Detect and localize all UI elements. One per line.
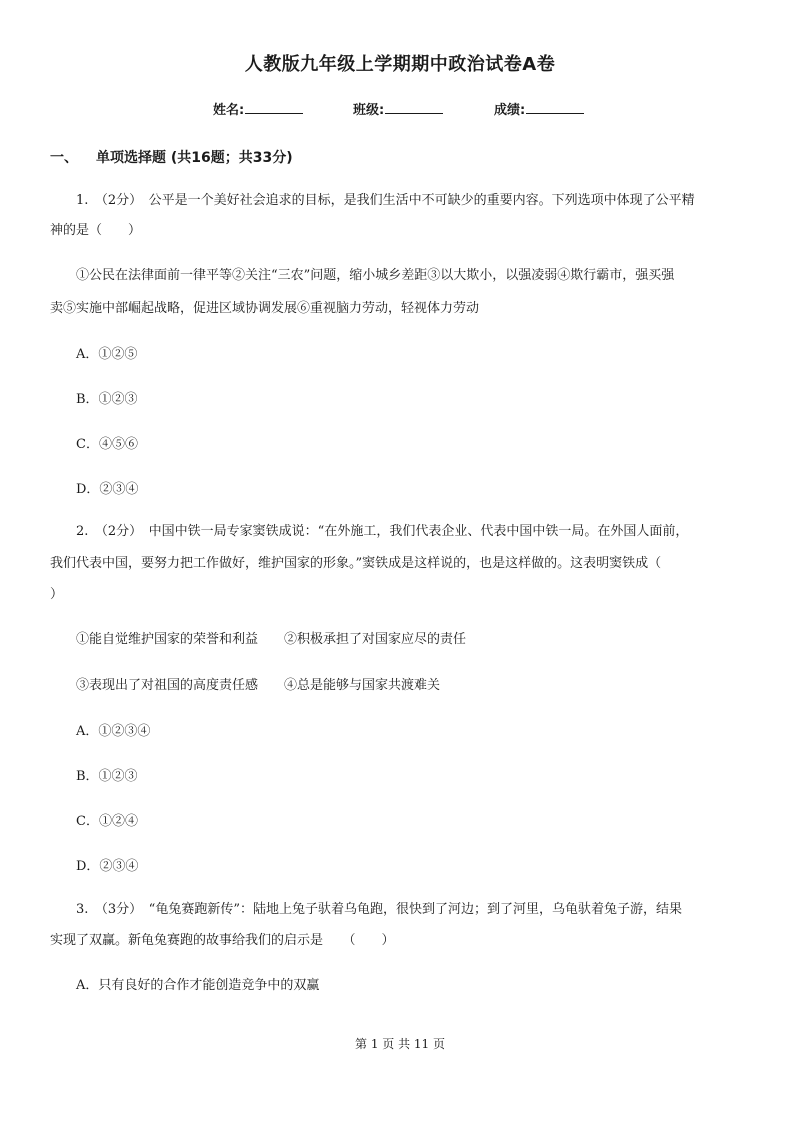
class-blank bbox=[385, 101, 443, 114]
question-3-stem-line-2: 实现了双赢。新龟兔赛跑的故事给我们的启示是 （ ） bbox=[50, 933, 395, 948]
question-2-option-a: A．①②③④ bbox=[76, 724, 151, 739]
score-label: 成绩: bbox=[494, 103, 526, 118]
question-1-option-b: B．①②③ bbox=[76, 392, 138, 407]
question-2-material-line-1: ①能自觉维护国家的荣誉和利益 ②积极承担了对国家应尽的责任 bbox=[76, 632, 467, 647]
question-1-stem-line-2: 神的是（ ） bbox=[50, 223, 142, 238]
question-1-material-line-2: 卖⑤实施中部崛起战略，促进区域协调发展⑥重视脑力劳动，轻视体力劳动 bbox=[50, 301, 480, 316]
question-3-stem-line-1: 3. （3分） “龟兔赛跑新传”：陆地上兔子驮着乌龟跑，很快到了河边；到了河里，乌龟驮着兔子游，结果 bbox=[76, 902, 682, 917]
question-2-option-c: C．①②④ bbox=[76, 814, 138, 829]
question-2-stem-line-2: 我们代表中国，要努力把工作做好，维护国家的形象。”窦铁成是这样说的，也是这样做的。这表明窦铁成（ bbox=[50, 556, 662, 571]
question-1-stem-line-1: 1. （2分） 公平是一个美好社会追求的目标，是我们生活中不可缺少的重要内容。下列选项中体现了公平精 bbox=[76, 193, 695, 208]
name-blank bbox=[245, 101, 303, 114]
question-1-material-line-1: ①公民在法律面前一律平等②关注“三农”问题，缩小城乡差距③以大欺小，以强凌弱④欺行霸市，强买强 bbox=[76, 268, 675, 283]
question-2-option-d: D．②③④ bbox=[76, 859, 139, 874]
score-blank bbox=[526, 101, 584, 114]
question-2-stem-line-1: 2. （2分） 中国中铁一局专家窦铁成说：“在外施工，我们代表企业、代表中国中铁一局。在外国人面前， bbox=[76, 524, 689, 539]
name-label: 姓名: bbox=[213, 103, 245, 118]
page-footer: 第 1 页 共 11 页 bbox=[355, 1037, 445, 1051]
question-3-option-a: A．只有良好的合作才能创造竞争中的双赢 bbox=[76, 978, 320, 993]
question-2-material-line-2: ③表现出了对祖国的高度责任感 ④总是能够与国家共渡难关 bbox=[76, 678, 441, 693]
question-1-option-c: C．④⑤⑥ bbox=[76, 437, 138, 452]
section-heading bbox=[50, 147, 293, 167]
question-2-option-b: B．①②③ bbox=[76, 769, 138, 784]
section-number: 一、 bbox=[50, 150, 78, 166]
question-1-option-a: A．①②⑤ bbox=[76, 347, 138, 362]
exam-title: 人教版九年级上学期期中政治试卷A卷 bbox=[244, 54, 556, 75]
question-2-stem-line-3: ） bbox=[50, 587, 64, 602]
score-field bbox=[494, 99, 584, 118]
question-1-option-d: D．②③④ bbox=[76, 482, 139, 497]
name-field bbox=[213, 99, 303, 118]
class-label: 班级: bbox=[353, 103, 385, 118]
section-title: 单项选择题 (共16题；共33分) bbox=[96, 150, 293, 166]
class-field bbox=[353, 99, 443, 118]
